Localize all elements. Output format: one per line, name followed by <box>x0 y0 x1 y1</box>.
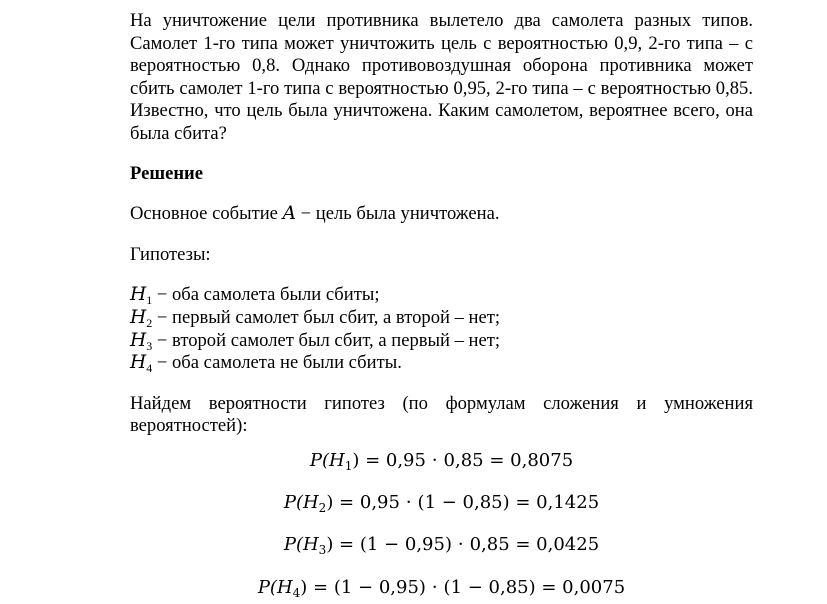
hypothesis-item <box>130 352 753 375</box>
hypotheses-title: Гипотезы: <box>130 243 211 265</box>
hypothesis-item <box>130 307 753 330</box>
intro-line: вероятностей): <box>130 415 248 437</box>
hypotheses-list <box>130 284 753 374</box>
problem-line: На уничтожение цели противника вылетело два самолета разных типов. <box>130 10 753 31</box>
hypothesis-symbol: H <box>130 329 147 351</box>
event-prefix: Основное событие <box>130 203 283 225</box>
formula-rhs: ) = 0,95 ⋅ 0,85 = 0,8075 <box>352 449 574 471</box>
problem-line: Известно, что цель была уничтожена. Каким самолетом, вероятнее всего, она <box>130 100 753 122</box>
hypothesis-index: 1 <box>146 293 153 308</box>
formula-index: 2 <box>318 500 327 515</box>
formula-function: P( <box>309 449 329 471</box>
hypothesis-text: − первый самолет был сбит, а второй – нет; <box>152 306 501 328</box>
formula-index: 1 <box>344 458 353 473</box>
intro-paragraph <box>130 393 753 438</box>
hypothesis-index: 4 <box>146 361 153 376</box>
formula-function: P( <box>283 491 303 513</box>
formula-rhs: ) = (1 − 0,95) ⋅ 0,85 = 0,0425 <box>326 534 600 556</box>
solution-heading: Решение <box>130 162 203 184</box>
formula-index: 4 <box>292 585 301 600</box>
hypothesis-symbol: H <box>130 352 147 374</box>
problem-statement <box>130 10 753 146</box>
hypothesis-text: − второй самолет был сбит, а первый – нет; <box>152 329 501 351</box>
formula-p-h2 <box>130 492 753 515</box>
problem-line: сбить самолет 1-го типа с вероятностью 0,95, 2-го типа – с вероятностью 0,85. <box>130 77 753 99</box>
formula-rhs: ) = (1 − 0,95) ⋅ (1 − 0,85) = 0,0075 <box>300 576 626 598</box>
document-page <box>130 10 753 599</box>
problem-line: Самолет 1-го типа может уничтожить цель с вероятностью 0,9, 2-го типа – с <box>130 32 753 54</box>
formula-p-h1 <box>130 450 753 473</box>
formula-symbol: H <box>302 491 319 513</box>
problem-line: вероятностью 0,8. Однако противовоздушная оборона противника может <box>130 55 753 77</box>
formula-index: 3 <box>318 543 327 558</box>
problem-line: была сбита? <box>130 122 227 144</box>
hypothesis-index: 2 <box>146 315 153 330</box>
formula-function: P( <box>283 534 303 556</box>
event-suffix: − цель была уничтожена. <box>296 203 500 225</box>
formula-p-h3 <box>130 534 753 557</box>
formula-symbol: H <box>302 534 319 556</box>
event-symbol: A <box>282 203 297 225</box>
hypothesis-symbol: H <box>130 284 147 306</box>
hypothesis-item <box>130 284 753 307</box>
main-event <box>130 203 753 226</box>
formula-function: P( <box>257 576 277 598</box>
formula-rhs: ) = 0,95 ⋅ (1 − 0,85) = 0,1425 <box>326 491 600 513</box>
formula-p-h4 <box>130 577 753 600</box>
formula-symbol: H <box>276 576 293 598</box>
hypothesis-text: − оба самолета не были сбиты. <box>152 352 402 374</box>
hypothesis-index: 3 <box>146 338 153 353</box>
intro-line: Найдем вероятности гипотез (по формулам сложения и умножения <box>130 392 753 414</box>
hypothesis-text: − оба самолета были сбиты; <box>152 284 380 306</box>
formula-symbol: H <box>328 449 345 471</box>
hypothesis-symbol: H <box>130 306 147 328</box>
hypothesis-item <box>130 330 753 353</box>
